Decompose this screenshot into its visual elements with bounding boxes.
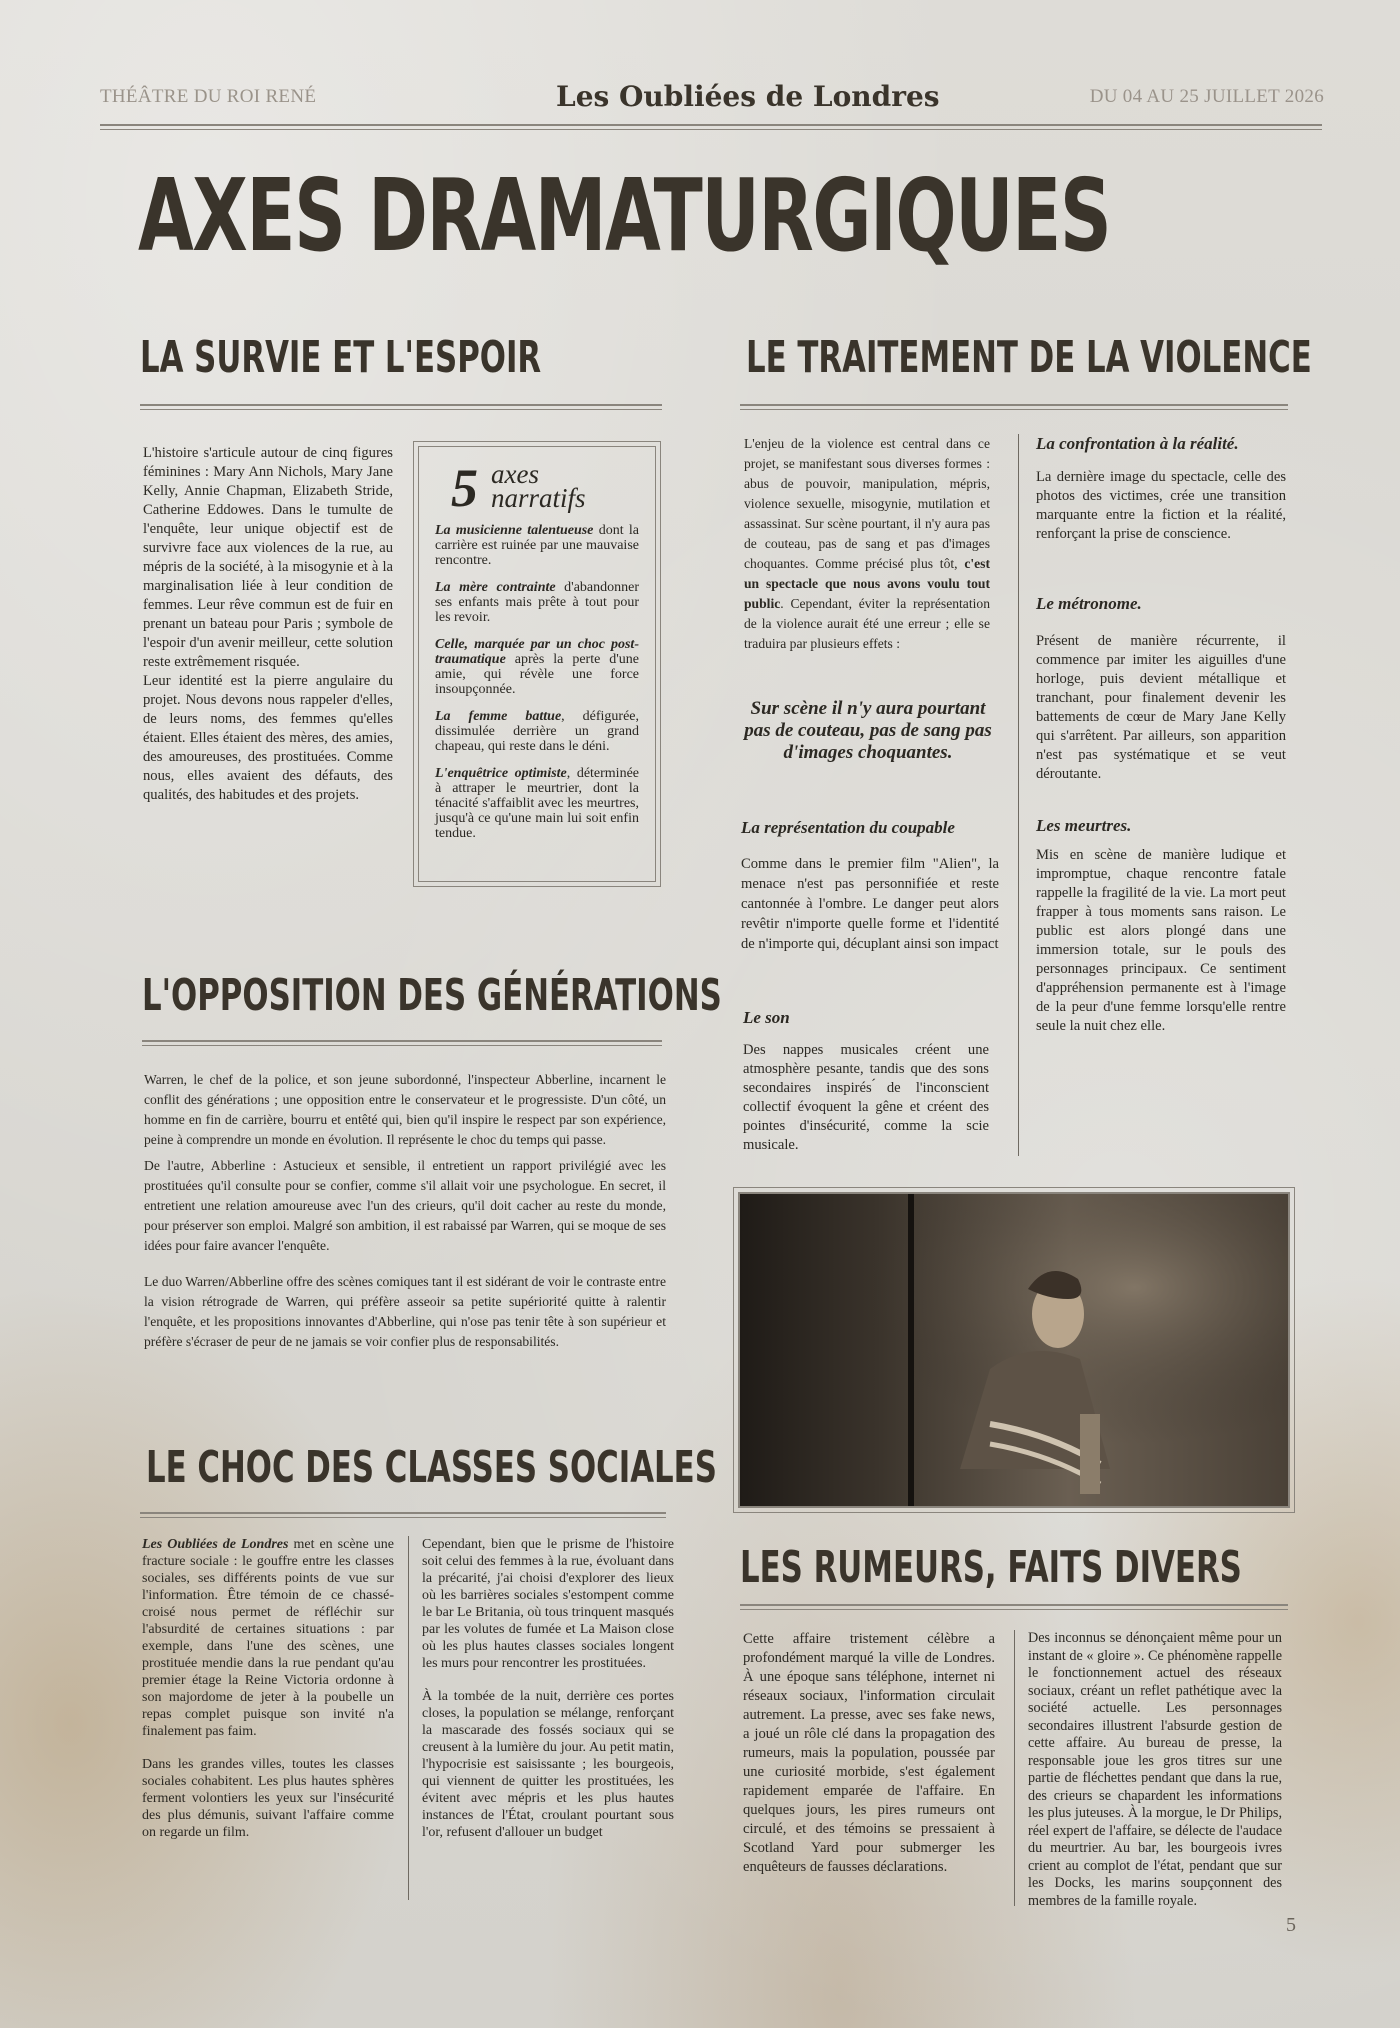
- subhead-meurtres: Les meurtres.: [1036, 816, 1132, 835]
- page-title: AXES DRAMATURGIQUES: [138, 157, 1111, 274]
- violence-intro: L'enjeu de la violence est central dans ce projet, se manifestant sous diverses formes : abus de pouvoir, manipulation, mépris, violence sexuelle, misogynie, mutilation et assassinat. Sur scène pourtant, il n'y aura pas de couteau, pas de sang et pas d'images choquantes. Comme précisé plus tôt, c'est un spectacle que nous avons voulu tout public. Cependant, éviter la représentation de la violence aurait été une erreur ; elle se traduira par plusieurs effets :: [744, 436, 990, 651]
- subhead-metronome: Le métronome.: [1036, 594, 1142, 613]
- subhead-son: Le son: [743, 1008, 790, 1027]
- actress-photo: [740, 1194, 1288, 1506]
- section-title-classes: LE CHOC DES CLASSES SOCIALES: [146, 1442, 717, 1493]
- axis-item: L'enquêtrice optimiste, déterminée à attraper le meurtrier, dont la ténacité s'affaiblit avec les meurtres, jusqu'à ce qu'une main lui soit enfin tendue.: [435, 766, 639, 841]
- classes-column-2: [422, 1536, 674, 1841]
- rumeurs-column-2: Des inconnus se dénonçaient même pour un instant de « gloire ». Ce phénomène rappelle le fonctionnement actuel des réseaux sociaux, créant un reflet pathétique avec la société actuelle. Les personnages secondaires illustrent l'absurde gestion de cette affaire. Au bureau de presse, la responsable joue les gros titres sur une partie de fléchettes pendant que dans la rue, des crieurs se chapardent les informations les plus juteuses. À la morgue, le Dr Philips, réel expert de l'affaire, se délecte de l'audace du meurtrier. Au bar, les bourgeois ivres crient au complot de l'état, pendant que sur les Docks, les marins soupçonnent des membres de la famille royale.: [1028, 1630, 1282, 1909]
- axis-item: La mère contrainte d'abandonner ses enfants mais prête à tout pour les revoir.: [435, 580, 639, 625]
- section-rule-rumeurs: [740, 1604, 1288, 1610]
- axes-list: [419, 517, 655, 841]
- axes-title-1: axes: [491, 459, 539, 489]
- header-rule: [100, 124, 1322, 130]
- axis-item: Celle, marquée par un choc post-traumatique après la perte d'une amie, qui révèle une force insoupçonnée.: [435, 637, 639, 697]
- classes-paragraph-4: À la tombée de la nuit, derrière ces portes closes, la population se mélange, renforçant la mascarade des fossés sociaux qui se creusent à la lumière du jour. Au petit matin, l'hypocrisie est saisissante ; les bourgeois, qui viennent de quitter les prostituées, les évitent avec mépris et les plus hautes instances de l'État, croulant pourtant sous l'or, refusent d'allouer un budget: [422, 1689, 674, 1840]
- survie-text: [143, 444, 393, 805]
- classes-paragraph-2: Dans les grandes villes, toutes les classes sociales cohabitent. Les plus hautes sphères ferment volontiers les yeux sur l'insécurité des plus démunis, suivant l'affaire comme on regarde un film.: [142, 1757, 394, 1840]
- section-title-violence: LE TRAITEMENT DE LA VIOLENCE: [746, 332, 1312, 383]
- axes-box: [418, 446, 656, 882]
- realite-text: La dernière image du spectacle, celle des photos des victimes, crée une transition marquante entre la fiction et la réalité, renforçant la prise de conscience.: [1036, 469, 1286, 542]
- header-show-title: Les Oubliées de Londres: [556, 80, 940, 113]
- section-title-survie: LA SURVIE ET L'ESPOIR: [140, 332, 542, 383]
- subhead-realite: La confrontation à la réalité.: [1036, 434, 1239, 453]
- column-divider: [1018, 434, 1019, 1156]
- page-number: 5: [1286, 1914, 1296, 1936]
- rumeurs-column-1: Cette affaire tristement célèbre a profondément marqué la ville de Londres. À une époque sans téléphone, internet ni réseaux sociaux, l'information circulait autrement. La presse, avec ses fake news, a joué un rôle clé dans la propagation des rumeurs, mais la population, poussée par une curiosité morbide, s'est également rapidement emparée de l'affaire. En quelques jours, les pires rumeurs ont circulé, et des témoins se pressaient à Scotland Yard pour submerger les enquêteurs de fausses déclarations.: [743, 1631, 995, 1875]
- meurtres-text: Mis en scène de manière ludique et impromptue, chaque rencontre fatale rappelle la fragilité de la vie. La mort peut frapper à tous moments sans raison. Le public est alors plongé dans une immersion totale, sur le pouls des personnages principaux. Ce sentiment d'appréhension permanente est à l'image de la peur d'une femme lorsqu'elle rentre seule la nuit chez elle.: [1036, 847, 1286, 1034]
- photo-frame: [738, 1192, 1290, 1508]
- generations-paragraph-3: Le duo Warren/Abberline offre des scènes comiques tant il est sidérant de voir le contraste entre la vision rétrograde de Warren, qui préfère asseoir sa petite supériorité quitte à ralentir l'enquête, et les propositions innovantes d'Abberline, qui n'ose pas tenir tête à son supérieur et préfère s'écraser de peur de ne jamais se voir confier plus de responsabilités.: [144, 1274, 666, 1349]
- section-title-generations: L'OPPOSITION DES GÉNÉRATIONS: [142, 970, 722, 1021]
- header-dates: DU 04 AU 25 JUILLET 2026: [1089, 86, 1324, 107]
- coupable-text: Comme dans le premier film "Alien", la menace n'est pas personnifiée et reste cantonnée à l'ombre. Le danger peut alors revêtir n'importe quelle forme et l'identité de n'importe qui, décuplant ainsi son impact: [741, 856, 999, 952]
- column-divider: [408, 1536, 409, 1900]
- axes-number: 5: [451, 458, 478, 518]
- column-divider: [1014, 1630, 1015, 1906]
- section-rule-generations: [142, 1040, 662, 1046]
- classes-paragraph-1: Les Oubliées de Londres met en scène une fracture sociale : le gouffre entre les classes sociales, ses différents points de vue sur l'information. Être témoin de ce chassé-croisé nous permet de réfléchir sur l'absurdité de certaines situations : par exemple, dans l'une des scènes, une prostituée mendie dans la rue pendant qu'au premier étage la Reine Victoria ordonne à son majordome de jeter à la poubelle un repas complet puisque son invité n'a finalement pas faim.: [142, 1537, 394, 1739]
- section-rule-violence: [740, 404, 1288, 410]
- axis-item: La femme battue, défigurée, dissimulée derrière un grand chapeau, qui reste dans le déni.: [435, 709, 640, 754]
- generations-text: [144, 1070, 666, 1352]
- header-venue: THÉÂTRE DU ROI RENÉ: [100, 86, 317, 107]
- classes-column-1: [142, 1536, 394, 1841]
- classes-paragraph-3: Cependant, bien que le prisme de l'histoire soit celui des femmes à la rue, évoluant dans la précarité, j'ai choisi d'explorer des lieux où les barrières sociales s'estompent comme le bar Le Britania, où tous trinquent masqués par les volutes de fumée et La Maison close où les plus hautes classes sociales longent les murs pour rencontrer les prostituées.: [422, 1537, 674, 1671]
- section-rule-survie: [140, 404, 662, 410]
- section-title-rumeurs: LES RUMEURS, FAITS DIVERS: [740, 1542, 1242, 1593]
- son-text: Des nappes musicales créent une atmosphère pesante, tandis que des sons secondaires inspirés ́de l'inconscient collectif évoquent la gêne et créent des pointes d'insécurité, comme la scie musicale.: [743, 1042, 989, 1153]
- violence-quote: Sur scène il n'y aura pourtant pas de couteau, pas de sang pas d'images choquantes.: [744, 698, 992, 763]
- subhead-coupable: La représentation du coupable: [741, 818, 955, 837]
- metronome-text: Présent de manière récurrente, il commence par imiter les aiguilles d'une horloge, puis devient métallique et tranchant, pour finalement devenir les battements de cœur de Mary Jane Kelly qui s'arrêtent. Par ailleurs, son apparition n'est pas systématique et se veut déroutante.: [1036, 633, 1286, 782]
- survie-paragraph-2: Leur identité est la pierre angulaire du projet. Nous devons nous rappeler d'elles, de leurs noms, des femmes qu'elles étaient. Elles étaient des mères, des amies, des amoureuses, des prostituées. Comme nous, elles avaient des défauts, des qualités, des habitudes et des projets.: [143, 673, 393, 803]
- axes-title-2: narratifs: [491, 483, 586, 513]
- section-rule-classes: [140, 1512, 666, 1518]
- generations-paragraph-1: Warren, le chef de la police, et son jeune subordonné, l'inspecteur Abberline, incarnent le conflit des générations ; une opposition entre le conservateur et le progressiste. D'un côté, un homme en fin de carrière, bourru et entêté qui, bien qu'il inspire le respect par son expérience, peine à comprendre un monde en évolution. Il représente le choc du temps qui passe.: [144, 1072, 666, 1147]
- survie-paragraph-1: L'histoire s'articule autour de cinq figures féminines : Mary Ann Nichols, Mary Jane Kelly, Annie Chapman, Elizabeth Stride, Catherine Eddowes. Dans le tumulte de l'enquête, leur unique objectif est de survivre face aux violences de la rue, au mépris de la société, à la misogynie et à la marginalisation liée à leur condition de femmes. Leur rêve commun est de fuir en prenant un bateau pour Paris ; symbole de l'espoir d'un avenir meilleur, cette solution reste extrêmement risquée.: [143, 445, 393, 670]
- axis-item: La musicienne talentueuse dont la carrière est ruinée par une mauvaise rencontre.: [435, 523, 639, 568]
- generations-paragraph-2: De l'autre, Abberline : Astucieux et sensible, il entretient un rapport privilégié avec les prostituées qu'il consulte pour se confier, comme s'il allait voir une psychologue. En secret, il entretient une relation amoureuse avec l'un des crieurs, qu'il doit cacher au reste du monde, pour préserver son emploi. Malgré son ambition, il est rabaissé par Warren, qui se moque de ses idées pour faire avancer l'enquête.: [144, 1158, 666, 1253]
